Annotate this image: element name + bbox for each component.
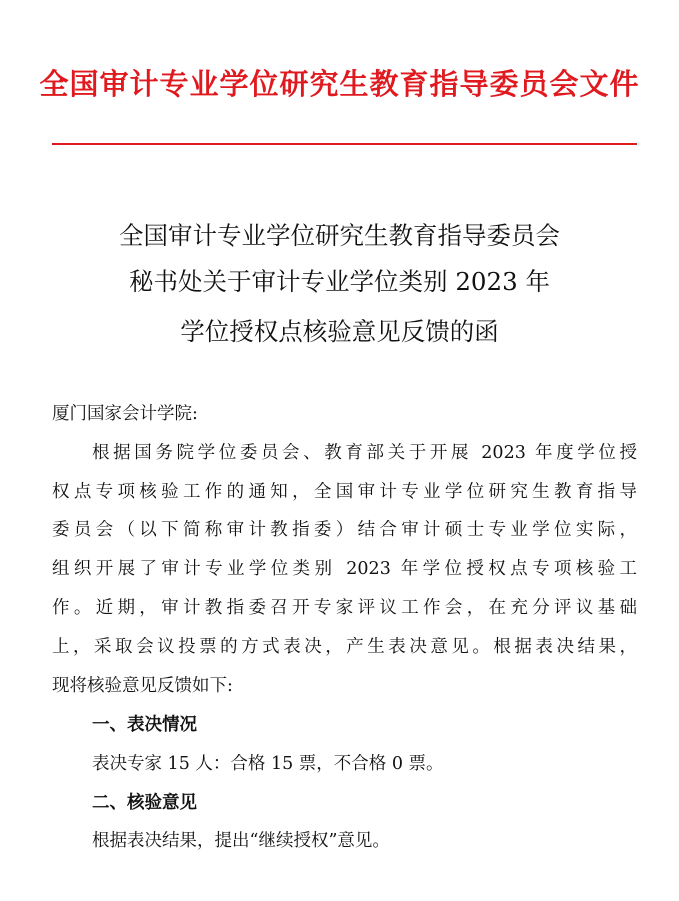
section-2-text: 根据表决结果，提出“继续授权”意见。: [92, 831, 390, 851]
body-line-4: 组织开展了审计专业学位类别 2023 年学位授权点专项核验工: [52, 559, 637, 579]
addressee: 厦门国家会计学院:: [52, 404, 198, 424]
title-line-2: 秘书处关于审计专业学位类别 2023 年: [129, 267, 550, 296]
title-line-3: 学位授权点核验意见反馈的函: [180, 317, 499, 346]
body-line-3: 委员会（以下简称审计教指委）结合审计硕士专业学位实际，: [52, 520, 637, 540]
body-line-1: 根据国务院学位委员会、教育部关于开展 2023 年度学位授: [92, 443, 637, 463]
body-line-5: 作。近期，审计教指委召开专家评议工作会，在充分评议基础: [52, 598, 637, 618]
section-1-text: 表决专家 15 人：合格 15 票，不合格 0 票。: [92, 754, 444, 774]
title-line-1: 全国审计专业学位研究生教育指导委员会: [119, 221, 560, 250]
body-line-7: 现将核验意见反馈如下:: [52, 676, 233, 696]
body-line-6: 上，采取会议投票的方式表决，产生表决意见。根据表决结果，: [52, 637, 637, 657]
section-2-heading: 二、核验意见: [92, 793, 197, 813]
section-1-heading: 一、表决情况: [92, 715, 197, 735]
body-line-2: 权点专项核验工作的通知，全国审计专业学位研究生教育指导: [52, 482, 637, 502]
letterhead-rule: [52, 143, 637, 145]
letterhead: 全国审计专业学位研究生教育指导委员会文件: [39, 67, 640, 101]
